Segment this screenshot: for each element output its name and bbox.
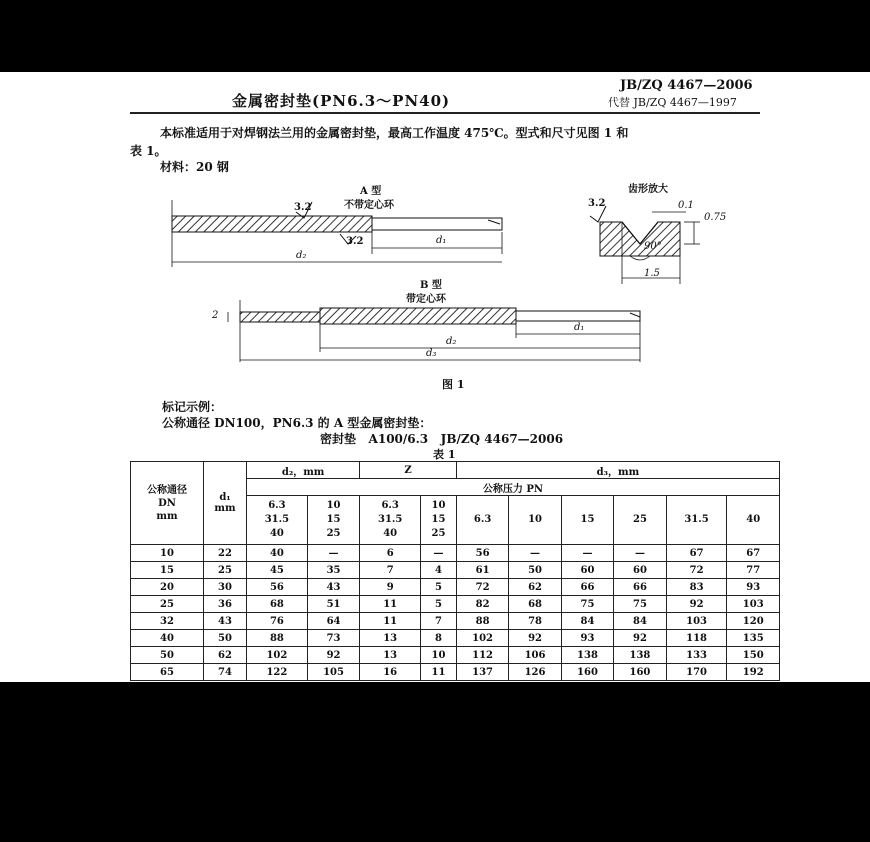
table-cell: 66 [561,579,613,596]
header-rule [130,112,760,114]
tooth-pitch-label: 1.5 [644,268,660,279]
table-cell: 92 [614,630,666,647]
table-cell: 73 [307,630,359,647]
header-d2-pn-b: 10 15 25 [307,496,359,545]
intro-line-1: 本标准适用于对焊钢法兰用的金属密封垫，最高工作温度 475℃。型式和尺寸见图 1 和 [160,126,629,140]
table-cell: 22 [204,545,247,562]
table-cell: 103 [666,613,727,630]
type-b-inner-edge [516,311,640,321]
type-a-roughness-bottom: 3.2 [346,236,364,247]
table-cell: 7 [421,613,457,630]
table-cell: 13 [360,647,421,664]
type-a-subtitle: 不带定心环 [344,200,394,211]
header-d2-pn-a: 6.3 31.5 40 [247,496,308,545]
type-b-subtitle: 带定心环 [406,294,446,305]
table-cell: 77 [727,562,780,579]
table-cell: — [307,545,359,562]
table-cell: 25 [204,562,247,579]
table-cell: 150 [727,647,780,664]
table-cell: 50 [509,562,561,579]
table-cell: 11 [421,664,457,681]
header-d3: d₃，mm [456,462,779,479]
table-cell: 82 [456,596,508,613]
table-cell: 160 [614,664,666,681]
table-cell: 40 [247,545,308,562]
header-z: Z [360,462,457,479]
table-cell: 50 [204,630,247,647]
table-cell: 16 [360,664,421,681]
table-cell: 20 [131,579,204,596]
table-cell: 170 [666,664,727,681]
table-cell: 67 [727,545,780,562]
table-cell: 84 [614,613,666,630]
table-cell: 126 [509,664,561,681]
table-cell: 133 [666,647,727,664]
table-cell: 135 [727,630,780,647]
table-cell: 75 [561,596,613,613]
type-b-serrated-body [320,308,516,324]
table-cell: 84 [561,613,613,630]
type-b-title: B 型 [420,280,442,291]
table-cell: 5 [421,579,457,596]
table-cell: — [509,545,561,562]
table-cell: 122 [247,664,308,681]
table-body [131,545,780,681]
intro-line-2: 表 1。 [130,144,167,158]
table-cell: 40 [131,630,204,647]
type-b-label-d3: d₃ [426,348,437,359]
table-cell: 43 [307,579,359,596]
type-a-inner-edge [372,218,502,230]
example-marking: 密封垫 A100/6.3 JB/ZQ 4467—2006 [320,432,564,446]
table-cell: 68 [509,596,561,613]
header-dn: 公称通径 DN mm [131,462,204,545]
type-b-label-d2: d₂ [446,336,457,347]
replaces-standard: 代替 JB/ZQ 4467—1997 [608,96,737,109]
table-cell: 15 [131,562,204,579]
table-row [131,647,780,664]
table-cell: 76 [247,613,308,630]
document-title: 金属密封垫(PN6.3～PN40) [232,92,451,110]
header-pn-value: 10 [509,496,561,545]
table-row [131,579,780,596]
table-cell: 9 [360,579,421,596]
table-cell: 60 [561,562,613,579]
table-cell: 92 [666,596,727,613]
table-cell: 78 [509,613,561,630]
table-cell: 92 [307,647,359,664]
table-cell: 138 [614,647,666,664]
table-cell: 5 [421,596,457,613]
table-cell: — [614,545,666,562]
table-cell: 11 [360,613,421,630]
table-cell: 56 [456,545,508,562]
table-cell: 192 [727,664,780,681]
table-row [131,613,780,630]
table-row [131,630,780,647]
table-cell: 60 [614,562,666,579]
material-note: 材料：20 钢 [160,160,229,174]
table-cell: 66 [614,579,666,596]
example-text: 公称通径 DN100，PN6.3 的 A 型金属密封垫： [162,416,432,430]
table-cell: 160 [561,664,613,681]
table-cell: 64 [307,613,359,630]
table-cell: 75 [614,596,666,613]
table-cell: 88 [247,630,308,647]
table-cell: 103 [727,596,780,613]
table-cell: 51 [307,596,359,613]
type-a-roughness-top: 3.2 [294,202,312,213]
header-pn-value: 15 [561,496,613,545]
table-cell: 10 [131,545,204,562]
table-cell: — [561,545,613,562]
table-cell: 62 [509,579,561,596]
table-cell: 62 [204,647,247,664]
table-cell: 92 [509,630,561,647]
header-pn-value: 31.5 [666,496,727,545]
table-cell: 13 [360,630,421,647]
table-cell: 36 [204,596,247,613]
table-cell: 35 [307,562,359,579]
dimension-table [130,461,780,681]
type-b-label-d1: d₁ [574,322,585,333]
table-cell: 56 [247,579,308,596]
header-d1: d₁ mm [204,462,247,545]
type-b-label-thickness: 2 [212,310,219,321]
table-cell: 72 [456,579,508,596]
table-cell: — [421,545,457,562]
table-row [131,596,780,613]
type-a-label-d2: d₂ [296,250,307,261]
table-cell: 105 [307,664,359,681]
table-cell: 118 [666,630,727,647]
figure-caption: 图 1 [442,378,465,391]
type-b-centering-ring [240,312,320,322]
table-cell: 67 [666,545,727,562]
example-heading: 标记示例： [162,400,223,414]
table-cell: 102 [247,647,308,664]
tooth-flat-label: 0.1 [678,200,694,211]
header-d2: d₂，mm [247,462,360,479]
header-pn: 公称压力 PN [247,479,780,496]
table-cell: 25 [131,596,204,613]
table-cell: 50 [131,647,204,664]
standard-number: JB/ZQ 4467—2006 [620,78,753,93]
intro-paragraph [130,124,780,160]
table-cell: 83 [666,579,727,596]
table-cell: 102 [456,630,508,647]
table-cell: 65 [131,664,204,681]
type-a-drawing [172,200,502,267]
document-page [0,72,870,682]
table-cell: 68 [247,596,308,613]
table-cell: 72 [666,562,727,579]
table-cell: 6 [360,545,421,562]
table-cell: 30 [204,579,247,596]
table-cell: 74 [204,664,247,681]
table-cell: 8 [421,630,457,647]
table-cell: 61 [456,562,508,579]
table-cell: 120 [727,613,780,630]
header-z-pn-a: 6.3 31.5 40 [360,496,421,545]
tooth-angle-label: 90° [644,241,662,252]
tooth-roughness: 3.2 [588,198,606,209]
table-caption: 表 1 [433,448,456,461]
type-a-serrated-body [172,216,372,232]
tooth-height-label: 0.75 [704,212,727,223]
tooth-detail-title: 齿形放大 [628,184,668,195]
table-cell: 11 [360,596,421,613]
table-row [131,545,780,562]
table-cell: 138 [561,647,613,664]
type-a-label-d1: d₁ [436,235,447,246]
table-cell: 4 [421,562,457,579]
table-cell: 106 [509,647,561,664]
header-z-pn-b: 10 15 25 [421,496,457,545]
table-cell: 93 [561,630,613,647]
type-a-title: A 型 [360,186,382,197]
table-cell: 112 [456,647,508,664]
header-pn-value: 40 [727,496,780,545]
table-cell: 137 [456,664,508,681]
table-row [131,664,780,681]
header-pn-value: 6.3 [456,496,508,545]
table-cell: 43 [204,613,247,630]
table-cell: 7 [360,562,421,579]
table-cell: 45 [247,562,308,579]
table-cell: 32 [131,613,204,630]
table-row [131,562,780,579]
table-cell: 93 [727,579,780,596]
table-cell: 10 [421,647,457,664]
table-cell: 88 [456,613,508,630]
header-pn-value: 25 [614,496,666,545]
